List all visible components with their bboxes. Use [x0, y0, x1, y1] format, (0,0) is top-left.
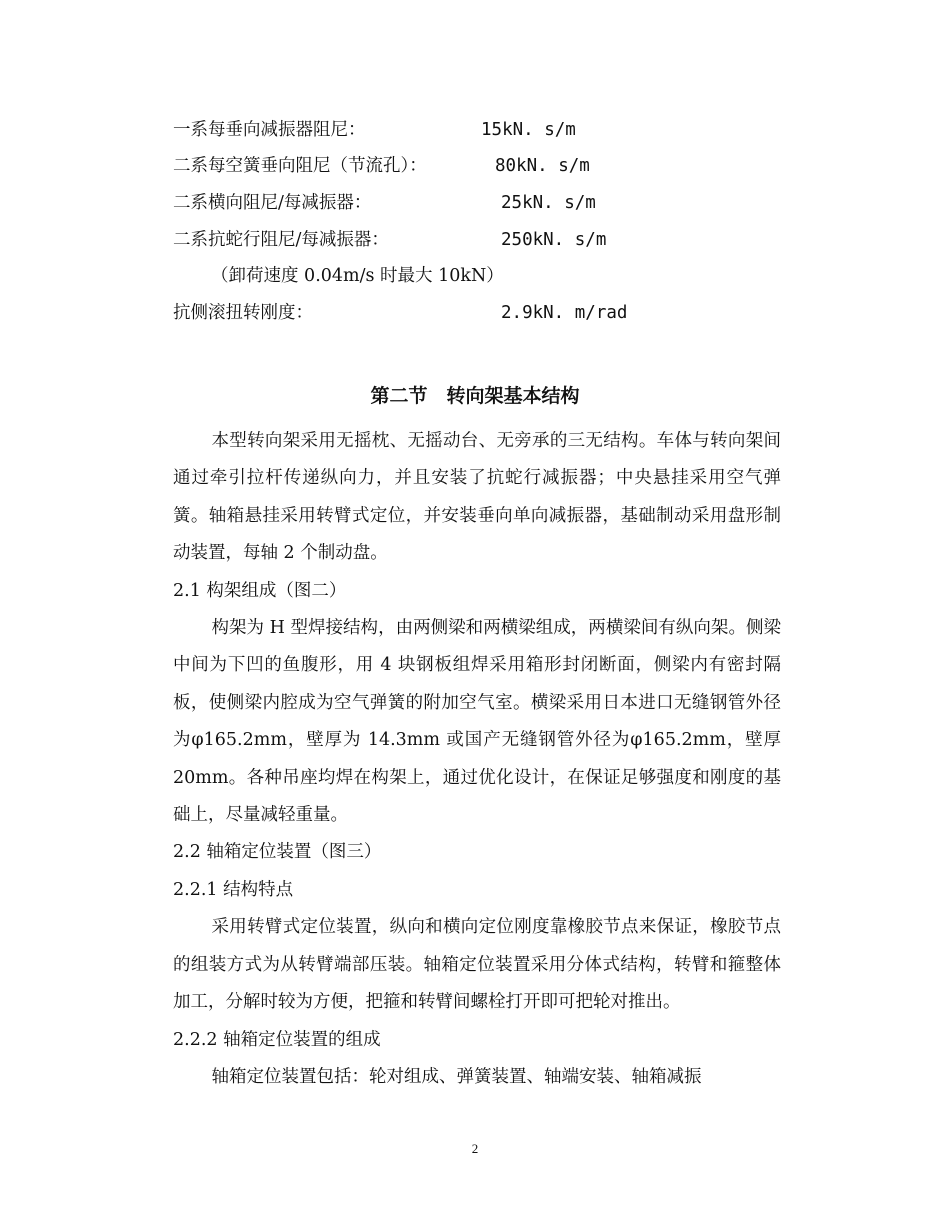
intro-paragraph: 本型转向架采用无摇枕、无摇动台、无旁承的三无结构。车体与转向架间通过牵引拉杆传递纵向力，并且安装了抗蛇行减振器；中央悬挂采用空气弹簧。轴箱悬挂采用转臂式定位，并安装垂向单向减振器，基础制动采用盘形制动装置，每轴 2 个制动盘。 — [173, 431, 781, 564]
body-text — [173, 423, 781, 1096]
page-number: 2 — [471, 1141, 479, 1156]
param-value-1: 15kN. s/m — [481, 120, 576, 140]
param-value-4: 250kN. s/m — [501, 230, 607, 250]
paragraph-2-2-1: 采用转臂式定位装置，纵向和横向定位刚度靠橡胶节点来保证，橡胶节点的组装方式为从转臂端部压装。轴箱定位装置采用分体式结构，转臂和箍整体加工，分解时较为方便，把箍和转臂间螺栓打开即可把轮对推出。 — [173, 917, 781, 1013]
paragraph-2-1: 构架为 H 型焊接结构，由两侧梁和两横梁组成，两横梁间有纵向架。侧梁中间为下凹的鱼腹形，用 4 块钢板组焊采用箱形封闭断面，侧梁内有密封隔板，使侧梁内腔成为空气弹簧的附加空气室。横梁采用日本进口无缝钢管外径为φ165.2mm，壁厚为 14.3mm 或国产无缝钢管外径为φ165.2mm，壁厚 20mm。各种吊座均焊在构架上，通过优化设计，在保证足够强度和刚度的基础上，尽量减轻重量。 — [173, 618, 781, 826]
param-label-4: 二系抗蛇行阻尼/每减振器： — [173, 230, 389, 250]
heading-2-2: 2.2 轴箱定位装置（图三） — [173, 842, 382, 863]
section-title: 第二节 转向架基本结构 — [370, 385, 580, 407]
param-value-6: 2.9kN. m/rad — [501, 303, 628, 323]
heading-2-2-1: 2.2.1 结构特点 — [173, 879, 294, 900]
param-label-1: 一系每垂向减振器阻尼： — [173, 120, 366, 140]
heading-2-2-2: 2.2.2 轴箱定位装置的组成 — [173, 1029, 381, 1050]
param-value-2: 80kN. s/m — [495, 156, 590, 176]
paragraph-2-2-2: 轴箱定位装置包括：轮对组成、弹簧装置、轴端安装、轴箱减振 — [211, 1066, 702, 1087]
param-label-3: 二系横向阻尼/每减振器： — [173, 193, 372, 213]
param-note: （卸荷速度 0.04m/s 时最大 10kN） — [211, 266, 504, 286]
heading-2-1: 2.1 构架组成（图二） — [173, 580, 347, 601]
param-label-6: 抗侧滚扭转刚度： — [173, 303, 313, 323]
param-value-3: 25kN. s/m — [501, 193, 596, 213]
param-label-2: 二系每空簧垂向阻尼（节流孔）： — [173, 156, 427, 176]
